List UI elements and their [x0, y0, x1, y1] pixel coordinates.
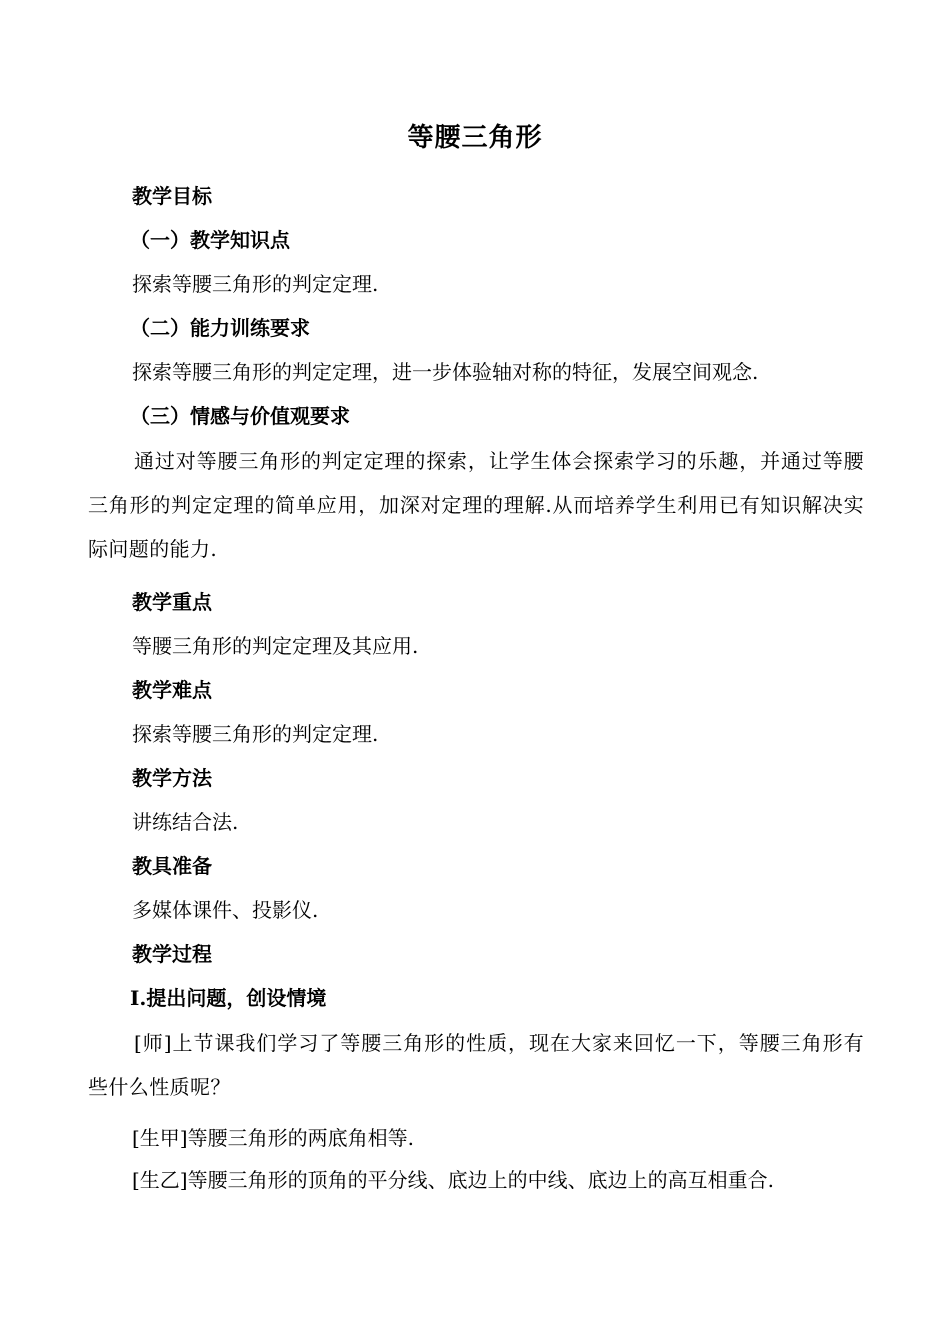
body-text: 探索等腰三角形的判定定理，进一步体验轴对称的特征，发展空间观念.: [132, 360, 759, 384]
body-text: 多媒体课件、投影仪.: [132, 898, 319, 922]
heading-teaching-objectives: 教学目标: [132, 184, 212, 208]
body-text: 探索等腰三角形的判定定理.: [132, 272, 379, 296]
body-paragraph: [师]上节课我们学习了等腰三角形的性质，现在大家来回忆一下，等腰三角形有些什么性质呢？: [88, 1031, 864, 1099]
body-text: 探索等腰三角形的判定定理.: [132, 722, 379, 746]
subheading-ability-requirements: （二）能力训练要求: [130, 316, 310, 340]
document-title: 等腰三角形: [407, 123, 543, 153]
heading-teaching-method: 教学方法: [132, 766, 212, 790]
body-paragraph: 通过对等腰三角形的判定定理的探索，让学生体会探索学习的乐趣，并通过等腰三角形的判定定理的简单应用，加深对定理的理解.从而培养学生利用已有知识解决实际问题的能力.: [88, 449, 864, 561]
heading-teaching-difficulty: 教学难点: [132, 678, 212, 702]
body-text: [生乙]等腰三角形的顶角的平分线、底边上的中线、底边上的高互相重合.: [132, 1168, 774, 1192]
heading-teaching-process: 教学过程: [132, 942, 212, 966]
body-text: 等腰三角形的判定定理及其应用.: [132, 634, 419, 658]
body-text: [生甲]等腰三角形的两底角相等.: [132, 1126, 414, 1150]
subheading-emotion-values: （三）情感与价值观要求: [130, 404, 350, 428]
subheading-raise-question: Ⅰ.提出问题，创设情境: [130, 986, 327, 1010]
heading-teaching-focus: 教学重点: [132, 590, 212, 614]
subheading-knowledge-points: （一）教学知识点: [130, 228, 290, 252]
body-text: 讲练结合法.: [132, 810, 239, 834]
heading-teaching-aids: 教具准备: [132, 854, 212, 878]
